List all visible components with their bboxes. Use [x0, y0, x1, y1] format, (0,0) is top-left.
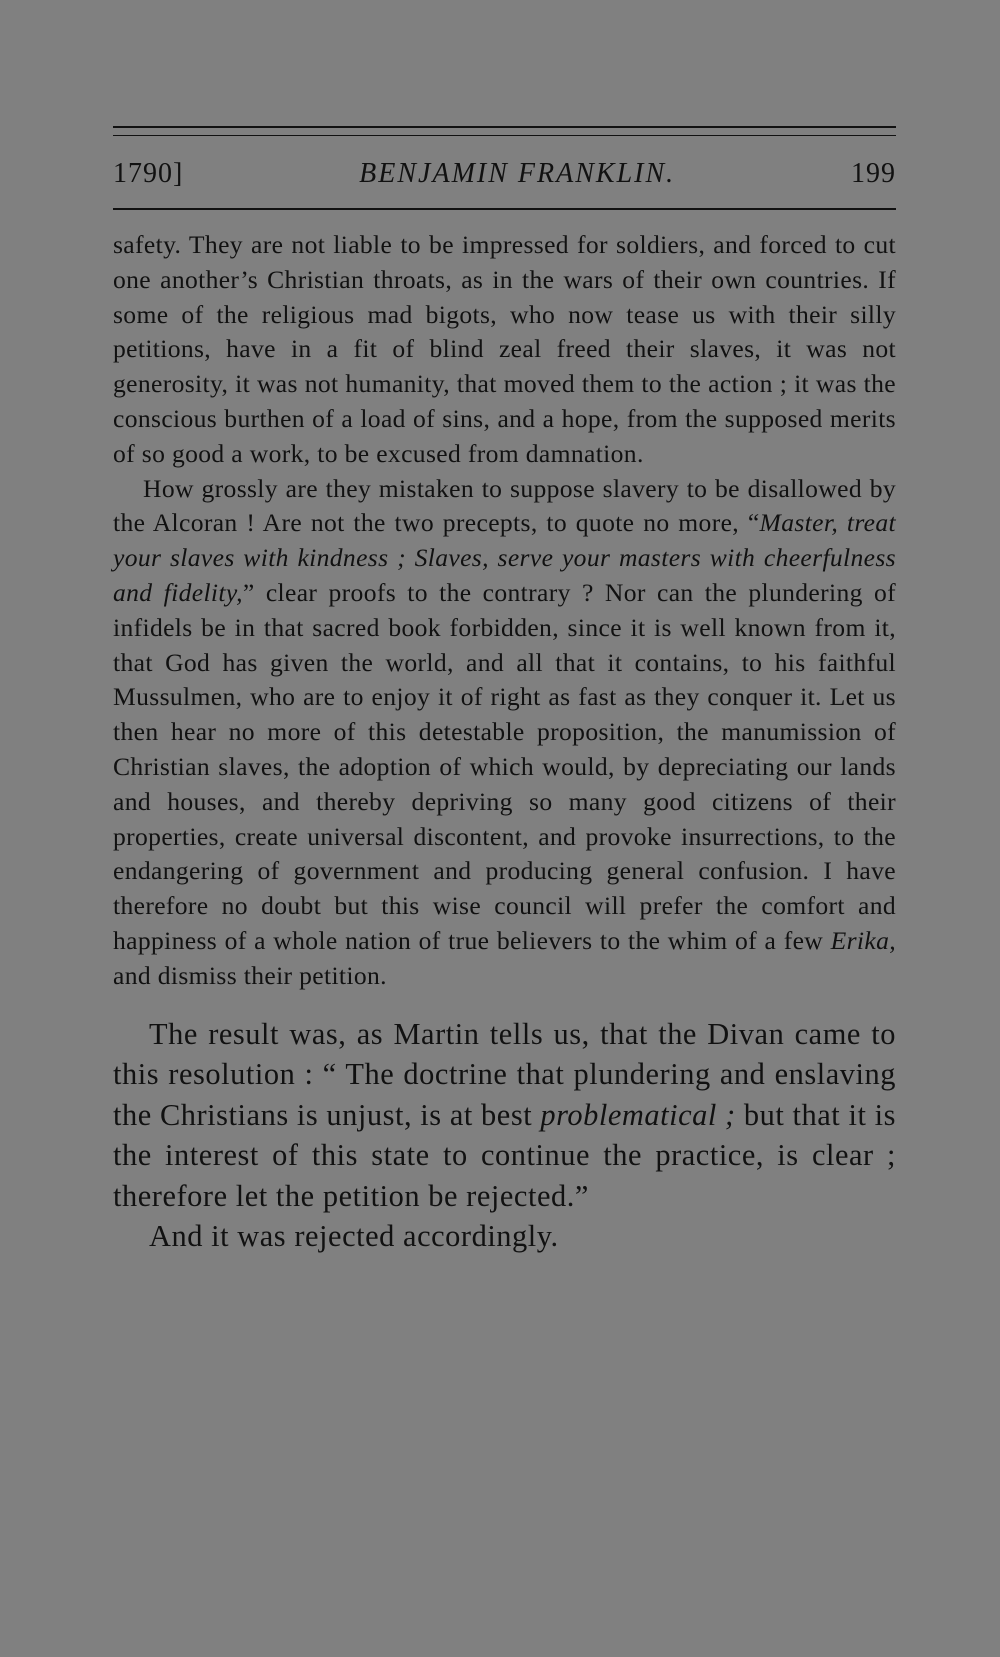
quoted-paragraph-2-text-1: How grossly are they mistaken to suppose slavery to be disallowed by the Alcoran ! Are not the two precepts, to quote no more, “: [113, 473, 896, 538]
narrative-paragraph-1-text-2: but that it is the interest of this state to continue the practice, is clear ; therefore let the petition be rejected.”: [113, 1097, 896, 1213]
running-head-year: 1790]: [113, 158, 184, 189]
top-rule-thin: [113, 135, 896, 136]
narrative-paragraph-1: [113, 1014, 896, 1217]
quoted-paragraph-2-text-3: and dismiss their petition.: [113, 960, 387, 990]
top-rule: [113, 126, 896, 128]
running-head: [113, 160, 896, 188]
quoted-paragraph-2: [113, 472, 896, 994]
book-page: [113, 126, 896, 1257]
quoted-erika-italic: Erika,: [830, 925, 896, 955]
narrative-paragraph-2: And it was rejected accordingly.: [149, 1219, 559, 1254]
header-rule: [113, 208, 896, 210]
running-head-title: BENJAMIN FRANKLIN.: [359, 158, 676, 189]
quoted-paragraph-1: safety. They are not liable to be impressed for soldiers, and forced to cut one another’s Christian throats, as in the wars of their own countries. If some of the religious mad bigots, who now tease us with their silly petitions, have in a fit of blind zeal freed their slaves, it was not generosity, it was not humanity, that moved them to the action ; it was the conscious burthen of a load of sins, and a hope, from the supposed merits of so good a work, to be excused from damnation.: [113, 230, 896, 468]
narrative: [113, 1014, 896, 1257]
narrative-problematical-italic: problematical ;: [540, 1097, 736, 1132]
page-number: 199: [851, 158, 896, 189]
quoted-paragraph-2-text-2: ” clear proofs to the contrary ? Nor can the plundering of infidels be in that sacred book forbidden, since it is well known from it, that God has given the world, and all that it contains, to his faithful Mussulmen, who are to enjoy it of right as fast as they conquer it. Let us then hear no more of this detestable proposition, the manumission of Christian slaves, the adoption of which would, by depreciating our lands and houses, and thereby depriving so many good citizens of their properties, create universal discontent, and provoke insurrections, to the endangering of government and producing general confusion. I have therefore no doubt but this wise council will prefer the comfort and happiness of a whole nation of true believers to the whim of a few: [113, 577, 896, 955]
quoted-precepts-italic: Master, treat your slaves with kindness ; Slaves, serve your masters with cheerfulness and fidelity,: [113, 508, 897, 607]
narrative-paragraph-1-text-1: The result was, as Martin tells us, that the Divan came to this resolution : “ The doctrine that plundering and enslaving the Christians is unjust, is at best: [113, 1016, 896, 1132]
quoted-speech: [113, 228, 896, 994]
